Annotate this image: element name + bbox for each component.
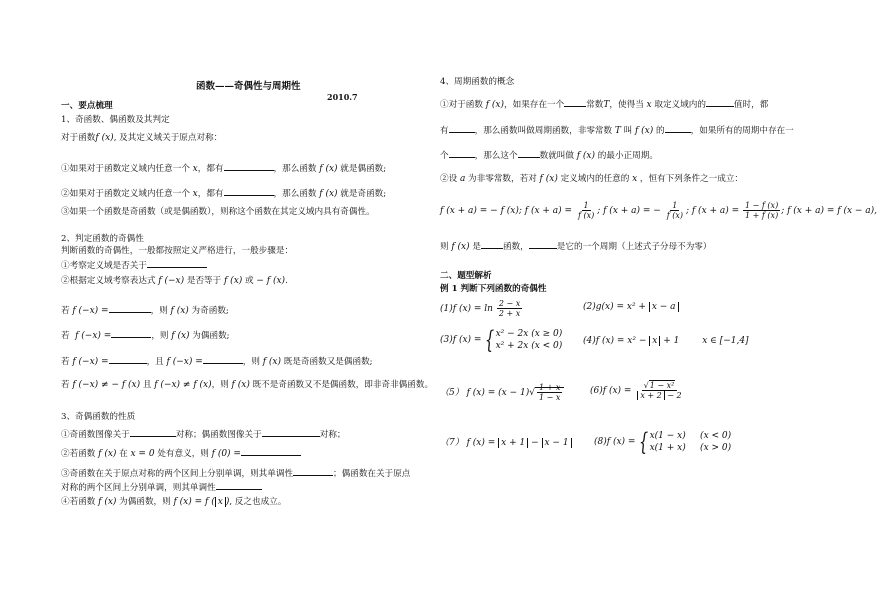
s2-line-2: ①考察定义域是否关于 xyxy=(61,258,207,272)
problem-6: (6)f (x) = $\frac{\text{√1 − x²}}{x + 2 - 2}$ xyxy=(590,381,682,400)
s1-line-2: ①如果对于函数定义域内任意一个 x，都有 ，那么函数 f (x) 就是偶函数; xyxy=(61,161,386,175)
s2-line-6: 若 f (−x) = ，且 f (−x) = ，则 f (x) 既是奇函数又是偶函数; xyxy=(61,354,373,368)
s3-line-2: ②若函数 f (x) 在 x = 0 处有意义，则 f (0) = xyxy=(61,446,301,460)
problem-3: (3)f (x) = { x² − 2x (x ≥ 0) x² + 2x (x < 0) xyxy=(440,325,563,354)
subsection-3-heading: 3、奇偶函数的性质 xyxy=(61,412,136,422)
s3-line-4: 对称的两个区间上分别单调，则其单调性 xyxy=(61,480,262,494)
s4-line-4: ②设 a 为非零常数，若对 f (x) 定义域内的任意的 x ，恒有下列条件之一成立： xyxy=(440,174,744,184)
problem-5: （5） f (x) = (x − 1)√ $\frac{1 + x}{1 - x}$ xyxy=(440,380,564,406)
subsection-2-heading: 2、判定函数的奇偶性 xyxy=(61,234,144,244)
s4-line-2: 有 ，那么函数叫做周期函数，非零常数 T 叫 f (x) 的 ，如果所有的周期中存在一 xyxy=(440,123,794,137)
s2-line-7: 若 f (−x) ≠ − f (x) 且 f (−x) ≠ f (x)，则 f (x) 既不是奇函数又不是偶函数，即非奇非偶函数。 xyxy=(61,380,434,390)
s4-line-6: 则 f (x) 是 函数， 是它的一个周期（上述式子分母不为零） xyxy=(440,239,711,253)
problem-4: (4)f (x) = x² − x + 1 x ∈ [−1,4] xyxy=(583,336,749,346)
s1-line-1: 对于函数f (x), 及其定义域关于原点对称： xyxy=(61,133,223,143)
problem-8: (8)f (x) = { x(1 − x) (x < 0) x(1 + x) (x > 0) xyxy=(594,427,732,456)
s1-line-4: ③如果一个函数是奇函数（或是偶函数），则称这个函数在其定义域内具有奇偶性。 xyxy=(61,207,375,217)
s3-line-5: ④若函数 f (x) 为偶函数，则 f (x) = f ( x ), 反之也成立。 xyxy=(61,497,287,507)
example-1-heading: 例 1 判断下列函数的奇偶性 xyxy=(440,284,547,294)
s1-line-3: ②如果对于函数定义域内任意一个 x，都有 ，那么函数 f (x) 就是奇函数; xyxy=(61,186,386,200)
s2-line-4: 若 f (−x) = ，则 f (x) 为奇函数; xyxy=(61,303,229,317)
date-label: 2010.7 xyxy=(327,92,358,102)
s2-line-3: ②根据定义域考察表达式 f (−x) 是否等于 f (x) 或 − f (x). xyxy=(61,276,288,286)
subsection-1-heading: 1、奇函数、偶函数及其判定 xyxy=(61,115,170,125)
s4-line-3: 个 ，那么这个 数就叫做 f (x) 的最小正周期。 xyxy=(440,148,658,162)
s2-line-1: 判断函数的奇偶性，一般都按照定义严格进行，一般步骤是： xyxy=(61,246,294,256)
s4-line-1: ①对于函数 f (x)，如果存在一个 常数T，使得当 x 取定义域内的 值时，都 xyxy=(440,97,768,111)
s2-line-5: 若 f (−x) = ，则 f (x) 为偶函数; xyxy=(61,328,230,342)
subsection-4-heading: 4、周期函数的概念 xyxy=(440,77,515,87)
section-1-heading: 一、要点梳理 xyxy=(61,101,113,111)
s3-line-3: ③奇函数在关于原点对称的两个区间上分别单调，则其单调性 ；偶函数在关于原点 xyxy=(61,466,410,480)
problem-2: (2)g(x) = x² + x − a xyxy=(583,302,679,313)
page-title: 函数——奇偶性与周期性 xyxy=(196,81,301,92)
s3-line-1: ①奇函数图像关于 对称；偶函数图像关于 对称； xyxy=(61,427,346,441)
section-2-heading: 二、题型解析 xyxy=(440,271,492,281)
problem-7: （7） f (x) = x + 1 − x − 1 xyxy=(440,438,572,449)
periodic-conditions-formula: f (x + a) = − f (x); f (x + a) = $\frac{1}{f (x)}$ ; f (x + a) = − $\frac{1}{f (x)}$ ; f (x + a) = $\frac{1 - f (x)}{1 + f (x)}$ ; f (x + a) = f (x − a), xyxy=(440,201,877,220)
problem-1: (1)f (x) = ln $\frac{2 - x}{2 + x}$ xyxy=(440,299,521,318)
